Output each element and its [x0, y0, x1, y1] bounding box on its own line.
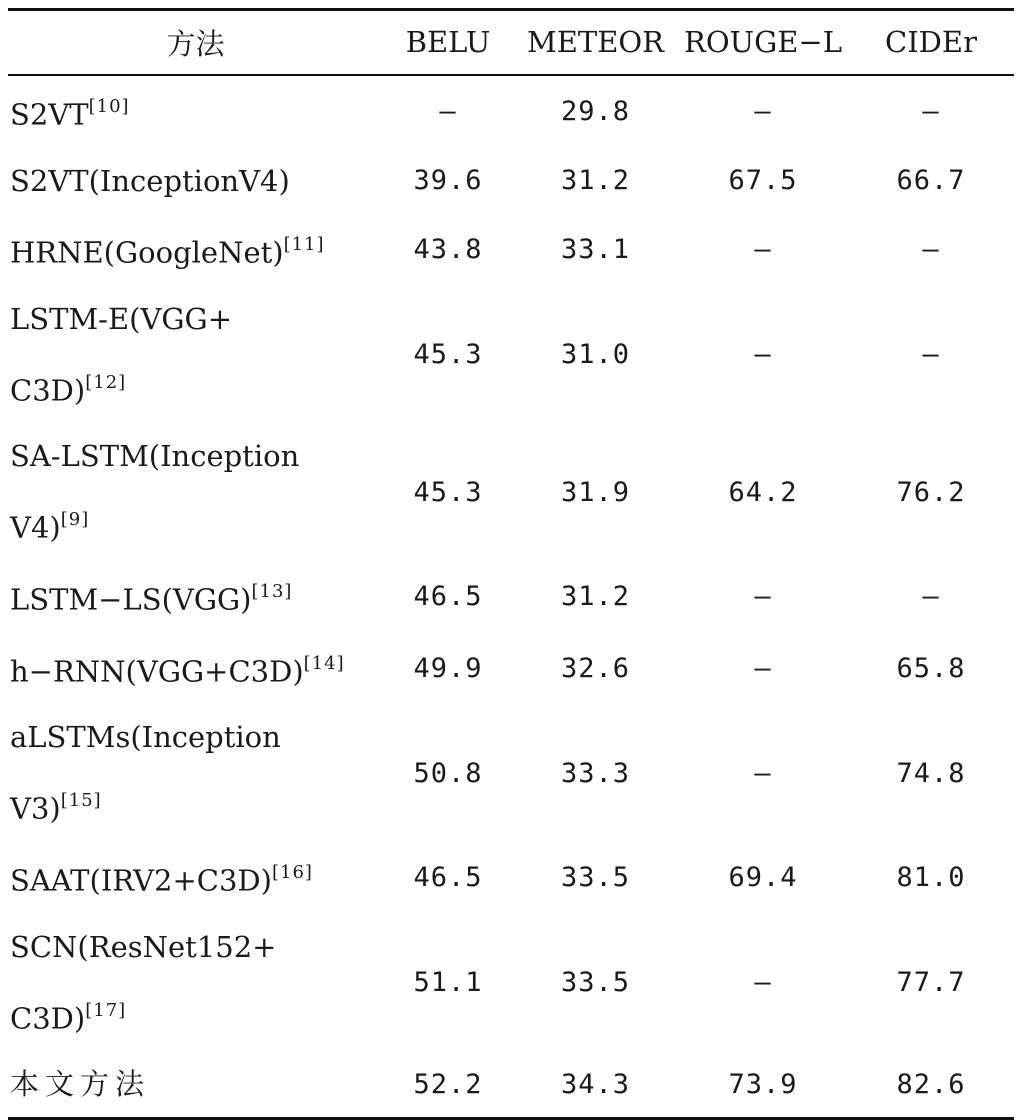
- meteor-cell: 31.2: [560, 581, 631, 613]
- rouge-l-cell: —: [754, 95, 772, 127]
- cider-cell: 81.0: [896, 862, 966, 894]
- method-name-line: C3D)[12]: [10, 371, 127, 408]
- method-name-line: SA-LSTM(Inception: [10, 439, 300, 474]
- method-cell: [8, 147, 383, 214]
- table-row: [8, 704, 1014, 842]
- meteor-cell: 31.0: [560, 339, 631, 371]
- belu-cell: 46.5: [413, 581, 483, 613]
- rouge-l-cell: —: [754, 339, 772, 371]
- header-meteor: METEOR: [527, 25, 664, 60]
- cider-cell: 76.2: [896, 476, 966, 508]
- method-name-line: LSTM-E(VGG+: [10, 301, 233, 336]
- rouge-l-cell: 64.2: [728, 476, 798, 508]
- citation-ref: [14]: [303, 652, 345, 674]
- belu-cell: 52.2: [413, 1068, 483, 1100]
- rouge-l-cell: —: [754, 581, 772, 613]
- cider-cell: —: [922, 339, 940, 371]
- cider-cell: 74.8: [896, 757, 966, 789]
- meteor-cell: 33.3: [560, 757, 631, 789]
- method-cell: [8, 842, 383, 914]
- table-row: [8, 561, 1014, 633]
- table-row: [8, 423, 1014, 561]
- method-cell: [8, 214, 383, 286]
- rouge-l-cell: —: [754, 757, 772, 789]
- citation-ref: [10]: [88, 95, 130, 117]
- method-name-line: SCN(ResNet152+: [10, 929, 277, 964]
- method-name-line: SAAT(IRV2+C3D)[16]: [10, 862, 313, 898]
- method-cell: [8, 75, 383, 148]
- cider-cell: —: [922, 95, 940, 127]
- citation-ref: [9]: [60, 509, 90, 531]
- belu-cell: 50.8: [413, 757, 483, 789]
- rouge-l-cell: 67.5: [728, 165, 798, 197]
- belu-cell: —: [439, 95, 457, 127]
- header-belu: BELU: [405, 25, 491, 60]
- meteor-cell: 34.3: [560, 1068, 631, 1100]
- citation-ref: [13]: [251, 581, 293, 603]
- method-cell: [8, 423, 383, 561]
- results-table-container: [8, 8, 1014, 1120]
- method-name-line: HRNE(GoogleNet)[11]: [10, 234, 325, 270]
- header-cider: CIDEr: [885, 25, 977, 60]
- belu-cell: 43.8: [413, 234, 483, 266]
- method-name-line: V3)[15]: [10, 790, 102, 827]
- table-row: [8, 914, 1014, 1052]
- method-cell: [8, 633, 383, 705]
- rouge-l-cell: 69.4: [728, 862, 798, 894]
- table-row: [8, 633, 1014, 705]
- cider-cell: 82.6: [896, 1068, 966, 1100]
- table-row: [8, 1051, 1014, 1119]
- cider-cell: —: [922, 581, 940, 613]
- belu-cell: 39.6: [413, 165, 483, 197]
- method-name-line: aLSTMs(Inception: [10, 720, 281, 755]
- method-name-line: LSTM−LS(VGG)[13]: [10, 581, 293, 617]
- method-cell: [8, 704, 383, 842]
- rouge-l-cell: —: [754, 653, 772, 685]
- header-rouge-l: ROUGE−L: [684, 25, 842, 60]
- citation-ref: [15]: [60, 790, 102, 812]
- method-cell: [8, 561, 383, 633]
- meteor-cell: 32.6: [560, 653, 631, 685]
- cider-cell: 65.8: [896, 653, 966, 685]
- belu-cell: 45.3: [413, 339, 483, 371]
- method-cell: [8, 1051, 383, 1119]
- rouge-l-cell: —: [754, 967, 772, 999]
- table-header: [8, 10, 1014, 75]
- method-name-line: 本文方法: [10, 1067, 151, 1102]
- meteor-cell: 33.5: [560, 862, 631, 894]
- header-row: [8, 10, 1014, 75]
- cider-cell: —: [922, 234, 940, 266]
- cider-cell: 66.7: [896, 165, 966, 197]
- table-body: [8, 75, 1014, 1119]
- method-name-line: S2VT[10]: [10, 95, 130, 132]
- citation-ref: [11]: [283, 234, 325, 256]
- belu-cell: 51.1: [413, 967, 483, 999]
- table-row: [8, 842, 1014, 914]
- method-name-line: h−RNN(VGG+C3D)[14]: [10, 652, 345, 689]
- table-row: [8, 214, 1014, 286]
- rouge-l-cell: —: [754, 234, 772, 266]
- rouge-l-cell: 73.9: [728, 1068, 798, 1100]
- belu-cell: 49.9: [413, 653, 483, 685]
- citation-ref: [16]: [271, 862, 313, 884]
- table-row: [8, 286, 1014, 424]
- meteor-cell: 29.8: [560, 95, 631, 127]
- method-name-line: C3D)[17]: [10, 999, 127, 1036]
- method-cell: [8, 914, 383, 1052]
- method-name-line: S2VT(InceptionV4): [10, 163, 290, 198]
- belu-cell: 46.5: [413, 862, 483, 894]
- table-row: [8, 147, 1014, 214]
- table-row: [8, 75, 1014, 148]
- meteor-cell: 31.2: [560, 165, 631, 197]
- belu-cell: 45.3: [413, 476, 483, 508]
- method-name-line: V4)[9]: [10, 509, 90, 546]
- results-table: [8, 8, 1014, 1120]
- meteor-cell: 33.1: [560, 234, 631, 266]
- citation-ref: [17]: [85, 999, 127, 1021]
- meteor-cell: 31.9: [560, 476, 631, 508]
- method-cell: [8, 286, 383, 424]
- cider-cell: 77.7: [896, 967, 966, 999]
- header-method: 方法: [166, 26, 225, 61]
- citation-ref: [12]: [85, 371, 127, 393]
- meteor-cell: 33.5: [560, 967, 631, 999]
